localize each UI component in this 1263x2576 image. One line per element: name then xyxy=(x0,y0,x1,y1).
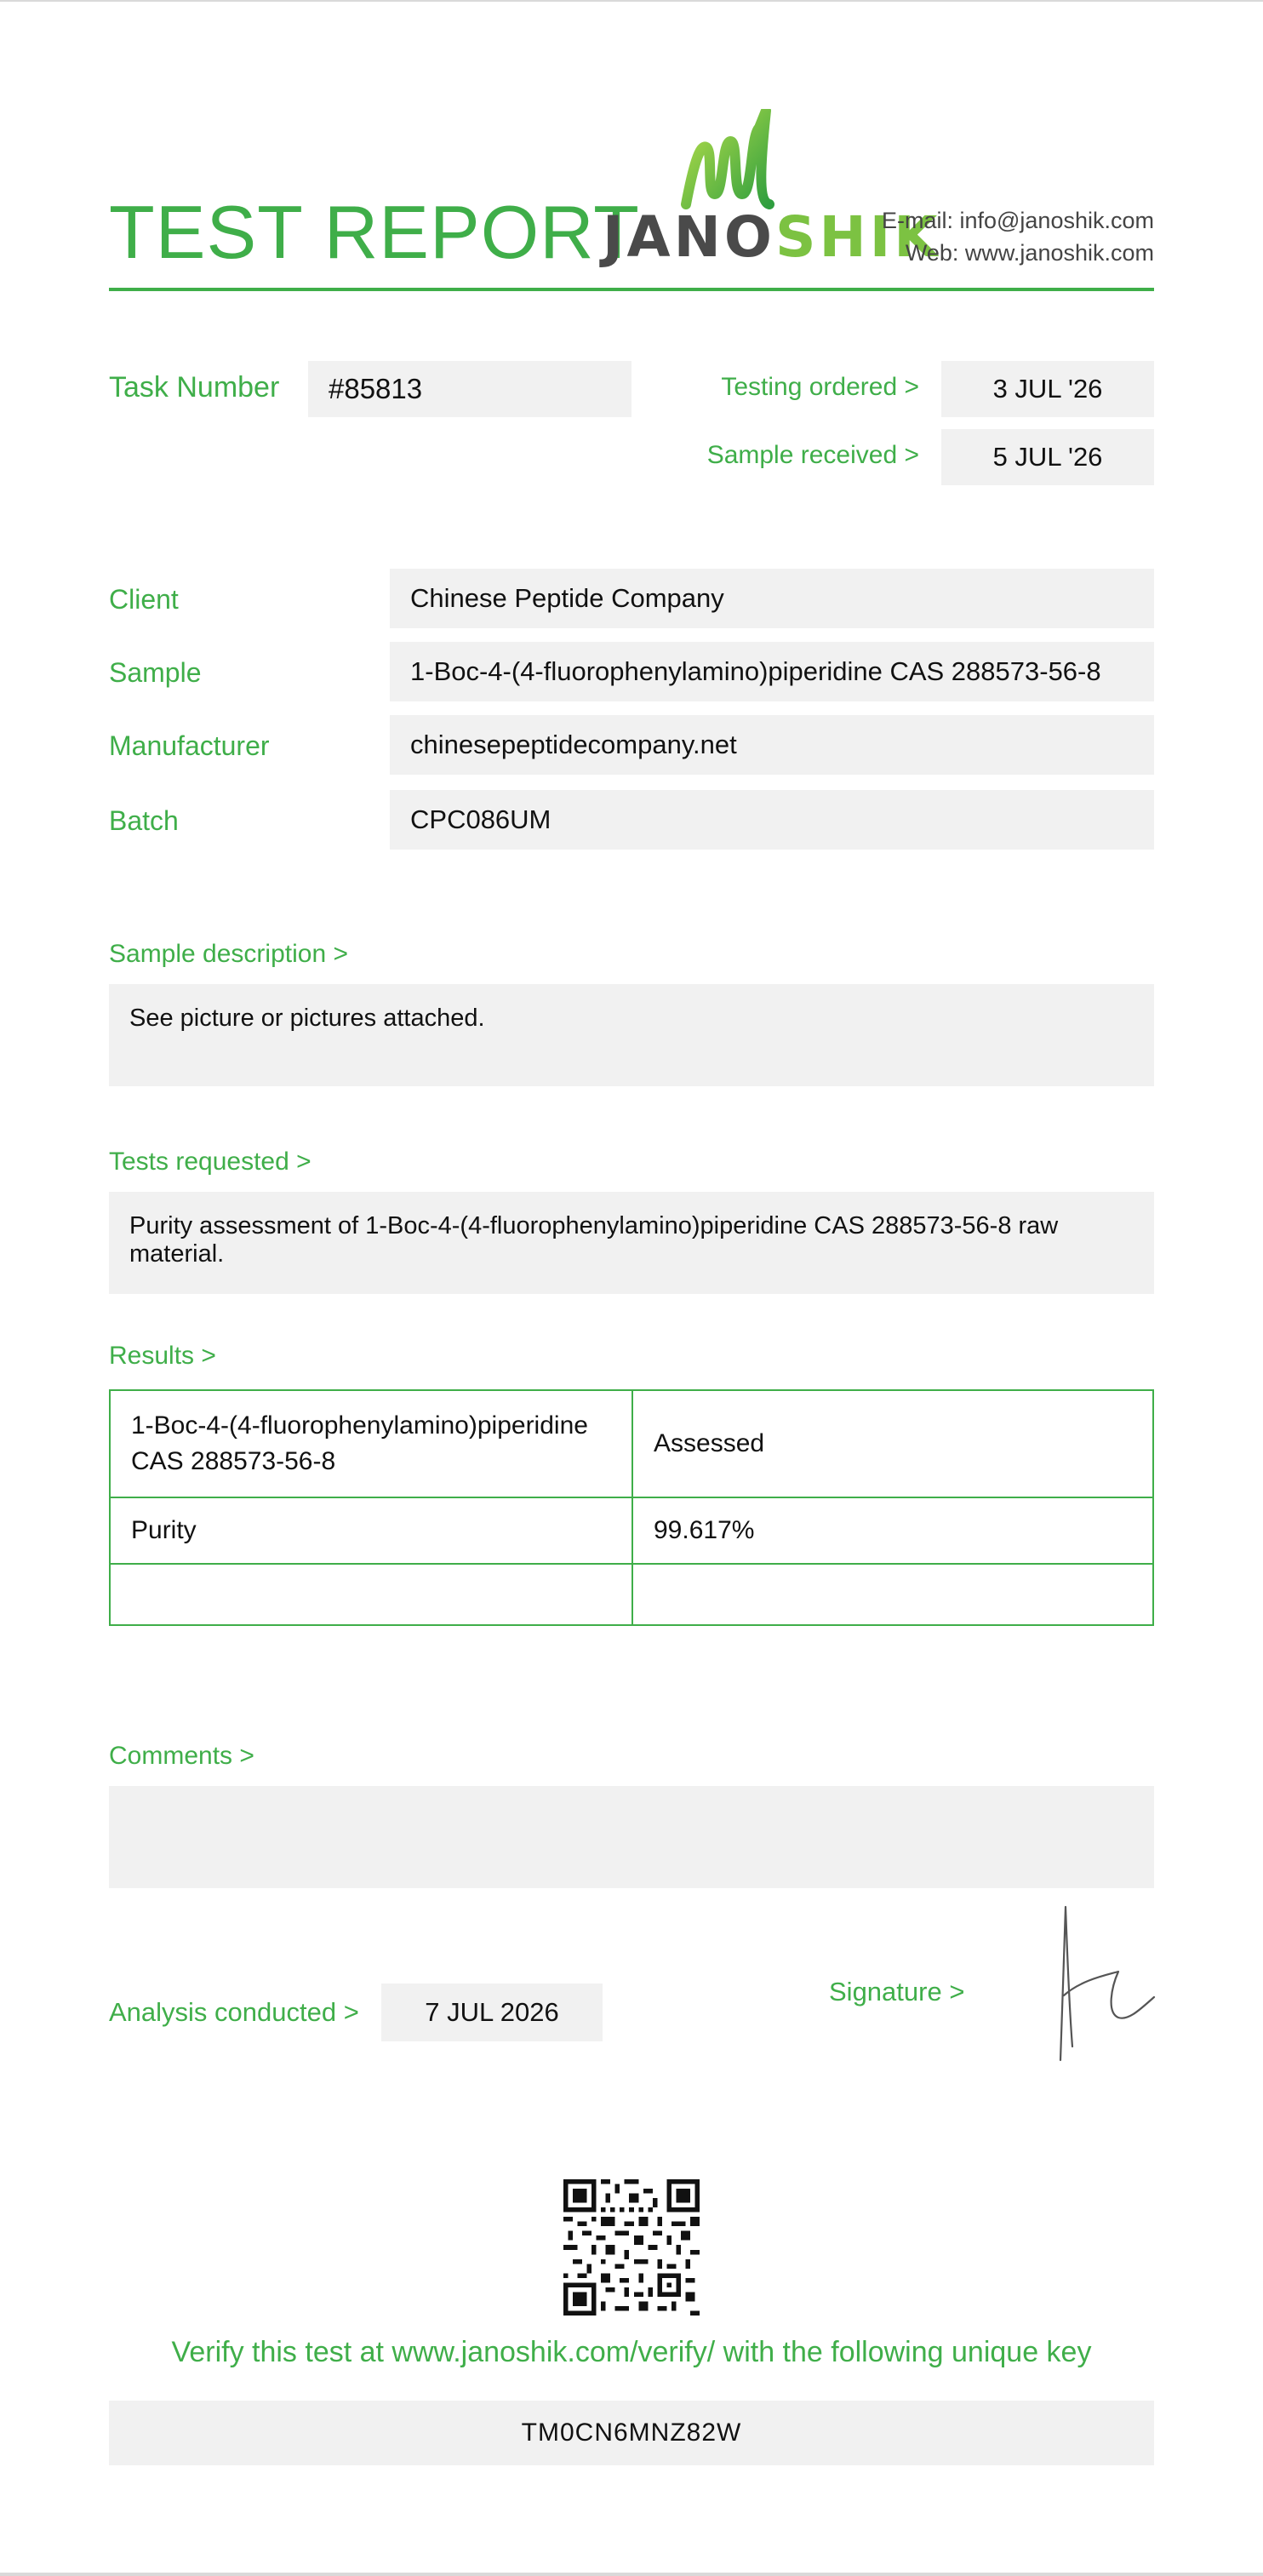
analysis-conducted-label: Analysis conducted > xyxy=(109,1997,359,2027)
verification-qr-code xyxy=(563,2179,700,2316)
table-row xyxy=(110,1497,1153,1564)
comments-label: Comments > xyxy=(109,1742,254,1770)
analysis-conducted-value: 7 JUL 2026 xyxy=(381,1984,603,2041)
tests-requested-label: Tests requested > xyxy=(109,1148,311,1176)
result-substance-cell: 1-Boc-4-(4-fluorophenylamino)piperidine CAS 288573-56-8 xyxy=(110,1390,632,1497)
contact-web[interactable]: Web: www.janoshik.com xyxy=(905,240,1154,266)
results-table xyxy=(109,1389,1154,1626)
bottom-border xyxy=(0,2573,1263,2576)
sample-received-value: 5 JUL '26 xyxy=(941,429,1154,485)
batch-value: CPC086UM xyxy=(390,790,1154,850)
result-purity-value-cell: 99.617% xyxy=(632,1497,1153,1564)
verify-instructions: Verify this test at www.janoshik.com/verify/ with the following unique key xyxy=(171,2336,1092,2368)
batch-label: Batch xyxy=(109,805,179,836)
sample-description-value: See picture or pictures attached. xyxy=(109,984,1154,1086)
verification-key: TM0CN6MNZ82W xyxy=(109,2401,1154,2465)
testing-ordered-value: 3 JUL '26 xyxy=(941,361,1154,417)
client-label: Client xyxy=(109,584,179,615)
report-title: TEST REPORT xyxy=(109,190,640,274)
contact-info xyxy=(851,204,1154,269)
sample-label: Sample xyxy=(109,657,202,688)
result-empty-cell xyxy=(632,1564,1153,1625)
janoshik-logo-mark xyxy=(681,109,783,209)
comments-value xyxy=(109,1786,1154,1888)
signature-label: Signature > xyxy=(829,1977,965,2006)
testing-ordered-label: Testing ordered > xyxy=(721,373,919,401)
manufacturer-value: chinesepeptidecompany.net xyxy=(390,715,1154,775)
signature-image xyxy=(1047,1902,1157,2064)
table-row xyxy=(110,1390,1153,1497)
sample-value: 1-Boc-4-(4-fluorophenylamino)piperidine CAS 288573-56-8 xyxy=(390,642,1154,701)
manufacturer-label: Manufacturer xyxy=(109,730,270,761)
contact-email[interactable]: E-mail: info@janoshik.com xyxy=(881,208,1154,233)
client-value: Chinese Peptide Company xyxy=(390,569,1154,628)
result-purity-label-cell: Purity xyxy=(110,1497,632,1564)
task-number-label: Task Number xyxy=(109,371,280,404)
top-border xyxy=(0,0,1263,2)
result-status-cell: Assessed xyxy=(632,1390,1153,1497)
results-label: Results > xyxy=(109,1342,216,1370)
table-row xyxy=(110,1564,1153,1625)
janoshik-logo-text: JANOSHIK xyxy=(603,204,941,270)
result-empty-cell xyxy=(110,1564,632,1625)
tests-requested-value: Purity assessment of 1-Boc-4-(4-fluorophenylamino)piperidine CAS 288573-56-8 raw material. xyxy=(109,1192,1154,1294)
header-divider xyxy=(109,288,1154,291)
sample-description-label: Sample description > xyxy=(109,940,348,968)
task-number-value: #85813 xyxy=(308,361,632,417)
sample-received-label: Sample received > xyxy=(706,441,919,469)
